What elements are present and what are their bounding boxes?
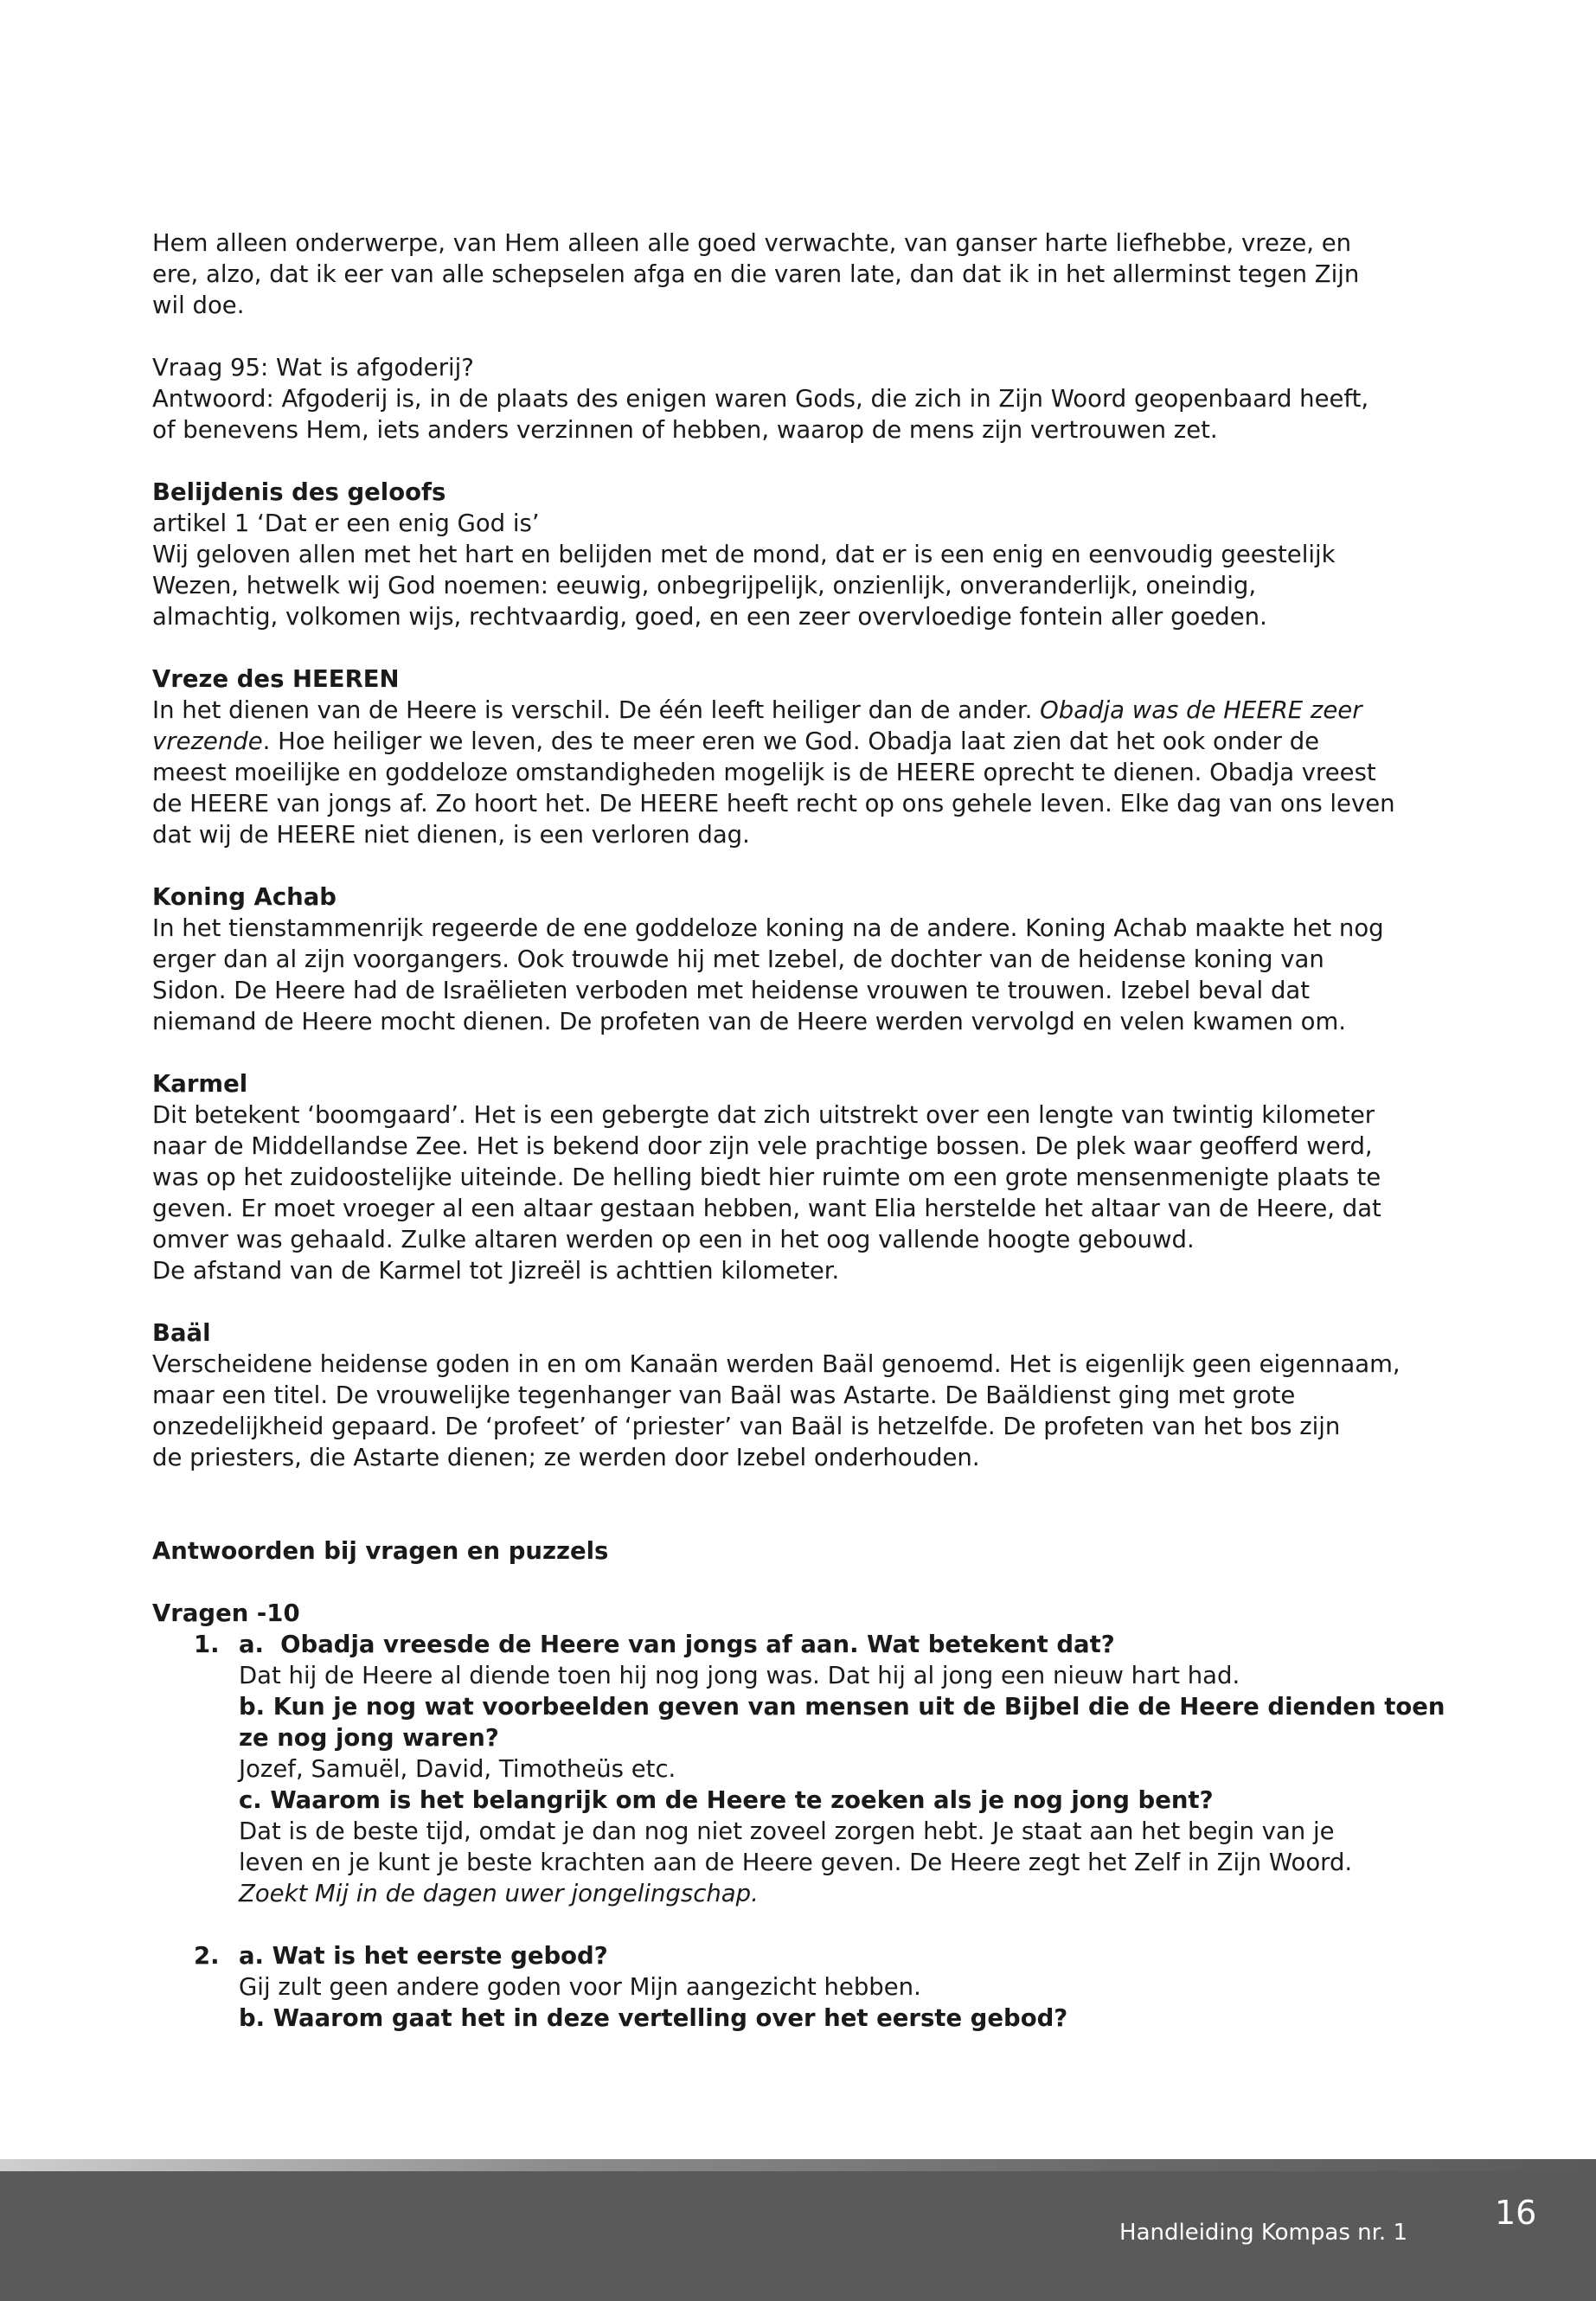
baal-line-3: onzedelijkheid gepaard. De ‘profeet’ of ‘priester’ van Baäl is hetzelfde. De profeten van het bos zijn <box>152 1413 1341 1440</box>
vraag95-answer-line-1: Antwoord: Afgoderij is, in de plaats des enigen waren Gods, die zich in Zijn Woord geopenbaard heeft, <box>152 385 1369 413</box>
belijdenis-line-2: Wezen, hetwelk wij God noemen: eeuwig, onbegrijpelijk, onzienlijk, onveranderlijk, oneindig, <box>152 572 1257 599</box>
belijdenis-subheading: artikel 1 ‘Dat er een enig God is’ <box>152 510 540 537</box>
answer-2a: Gij zult geen andere goden voor Mijn aangezicht hebben. <box>239 1973 921 2001</box>
page-body <box>152 228 1450 2034</box>
baal-line-2: maar een titel. De vrouwelijke tegenhanger van Baäl was Astarte. De Baäldienst ging met grote <box>152 1381 1296 1409</box>
karmel-line-6: De afstand van de Karmel tot Jizreël is achttien kilometer. <box>152 1257 840 1285</box>
question-1a-text: Obadja vreesde de Heere van jongs af aan. Wat betekent dat? <box>280 1631 1115 1658</box>
karmel-line-3: was op het zuidoostelijke uiteinde. De helling biedt hier ruimte om een grote mensenmenigte plaats te <box>152 1163 1381 1191</box>
question-2b: b. Waarom gaat het in deze vertelling over het eerste gebod? <box>239 2004 1068 2032</box>
vreze-line-2 <box>152 726 1450 757</box>
vreze-line-1-italic: Obadja was de HEERE zeer <box>1040 696 1362 724</box>
question-1 <box>152 1629 1450 1909</box>
answer-1c-line-2: leven en je kunt je beste krachten aan de Heere geven. De Heere zegt het Zelf in Zijn Woord. <box>239 1849 1353 1876</box>
vreze-line-4: de HEERE van jongs af. Zo hoort het. De HEERE heeft recht op ons gehele leven. Elke dag van ons leven <box>152 790 1395 817</box>
vreze-line-3: meest moeilijke en goddeloze omstandigheden mogelijk is de HEERE oprecht te dienen. Obadja vreest <box>152 759 1376 786</box>
vreze-line-5: dat wij de HEERE niet dienen, is een verloren dag. <box>152 821 750 849</box>
vreze-line-2-italic: vrezende <box>152 727 263 755</box>
baal-line-4: de priesters, die Astarte dienen; ze werden door Izebel onderhouden. <box>152 1444 980 1471</box>
intro-line-1: Hem alleen onderwerpe, van Hem alleen alle goed verwachte, van ganser harte liefhebbe, vreze, en <box>152 229 1352 257</box>
achab-line-3: Sidon. De Heere had de Israëlieten verboden met heidense vrouwen te trouwen. Izebel beval dat <box>152 977 1311 1004</box>
achab-line-1: In het tienstammenrijk regeerde de ene goddeloze koning na de andere. Koning Achab maakte het nog <box>152 914 1384 942</box>
question-1b-line-1: b. Kun je nog wat voorbeelden geven van mensen uit de Bijbel die de Heere dienden toen <box>239 1693 1445 1721</box>
baal-heading: Baäl <box>152 1319 211 1347</box>
karmel-line-2: naar de Middellandse Zee. Het is bekend door zijn vele prachtige bossen. De plek waar geofferd werd, <box>152 1132 1373 1160</box>
belijdenis-line-3: almachtig, volkomen wijs, rechtvaardig, goed, en een zeer overvloedige fontein aller goeden. <box>152 603 1267 631</box>
question-2 <box>152 1940 1450 2034</box>
page-number: 16 <box>1495 2194 1537 2232</box>
intro-line-2: ere, alzo, dat ik eer van alle schepselen afga en die varen late, dan dat ik in het allerminst tegen Zijn <box>152 260 1360 288</box>
question-2-number: 2. <box>194 1942 220 1970</box>
vreze-line-2-text: . Hoe heiliger we leven, des te meer eren we God. Obadja laat zien dat het ook onder de <box>262 727 1320 755</box>
achab-line-4: niemand de Heere mocht dienen. De profeten van de Heere werden vervolgd en velen kwamen om. <box>152 1008 1346 1035</box>
footer-title: Handleiding Kompas nr. 1 <box>1119 2220 1407 2246</box>
vreze-line-1 <box>152 695 1450 726</box>
vraag95-question: Vraag 95: Wat is afgoderij? <box>152 354 474 381</box>
achab-heading: Koning Achab <box>152 883 337 911</box>
vreze-heading: Vreze des HEEREN <box>152 665 400 693</box>
answer-1c-line-3: Zoekt Mij in de dagen uwer jongelingschap. <box>239 1880 759 1907</box>
question-1-number: 1. <box>194 1631 220 1658</box>
question-1b-line-2: ze nog jong waren? <box>239 1724 499 1752</box>
question-2a: a. Wat is het eerste gebod? <box>239 1942 608 1970</box>
question-1a <box>239 1629 1450 1660</box>
antwoorden-heading: Antwoorden bij vragen en puzzels <box>152 1537 609 1565</box>
belijdenis-line-1: Wij geloven allen met het hart en belijden met de mond, dat er is een enig en eenvoudig geestelijk <box>152 541 1336 568</box>
karmel-line-4: geven. Er moet vroeger al een altaar gestaan hebben, want Elia herstelde het altaar van de Heere, dat <box>152 1195 1381 1222</box>
intro-line-3: wil doe. <box>152 292 245 319</box>
answer-1b: Jozef, Samuël, David, Timotheüs etc. <box>239 1755 676 1783</box>
baal-line-1: Verscheidene heidense goden in en om Kanaän werden Baäl genoemd. Het is eigenlijk geen eigennaam, <box>152 1350 1401 1378</box>
karmel-heading: Karmel <box>152 1070 248 1098</box>
vraag95-answer-line-2: of benevens Hem, iets anders verzinnen of hebben, waarop de mens zijn vertrouwen zet. <box>152 416 1218 444</box>
question-1a-letter: a. <box>239 1631 265 1658</box>
answer-1a: Dat hij de Heere al diende toen hij nog jong was. Dat hij al jong een nieuw hart had. <box>239 1662 1240 1689</box>
vreze-line-1-text: In het dienen van de Heere is verschil. De één leeft heiliger dan de ander. <box>152 696 1041 724</box>
vragen-heading: Vragen -10 <box>152 1599 300 1627</box>
question-1c: c. Waarom is het belangrijk om de Heere te zoeken als je nog jong bent? <box>239 1786 1214 1814</box>
karmel-line-5: omver was gehaald. Zulke altaren werden op een in het oog vallende hoogte gebouwd. <box>152 1226 1195 1253</box>
answer-1c-line-1: Dat is de beste tijd, omdat je dan nog niet zoveel zorgen hebt. Je staat aan het begin van je <box>239 1817 1335 1845</box>
belijdenis-heading: Belijdenis des geloofs <box>152 478 446 506</box>
achab-line-2: erger dan al zijn voorgangers. Ook trouwde hij met Izebel, de dochter van de heidense koning van <box>152 945 1324 973</box>
karmel-line-1: Dit betekent ‘boomgaard’. Het is een gebergte dat zich uitstrekt over een lengte van twintig kilometer <box>152 1101 1375 1129</box>
